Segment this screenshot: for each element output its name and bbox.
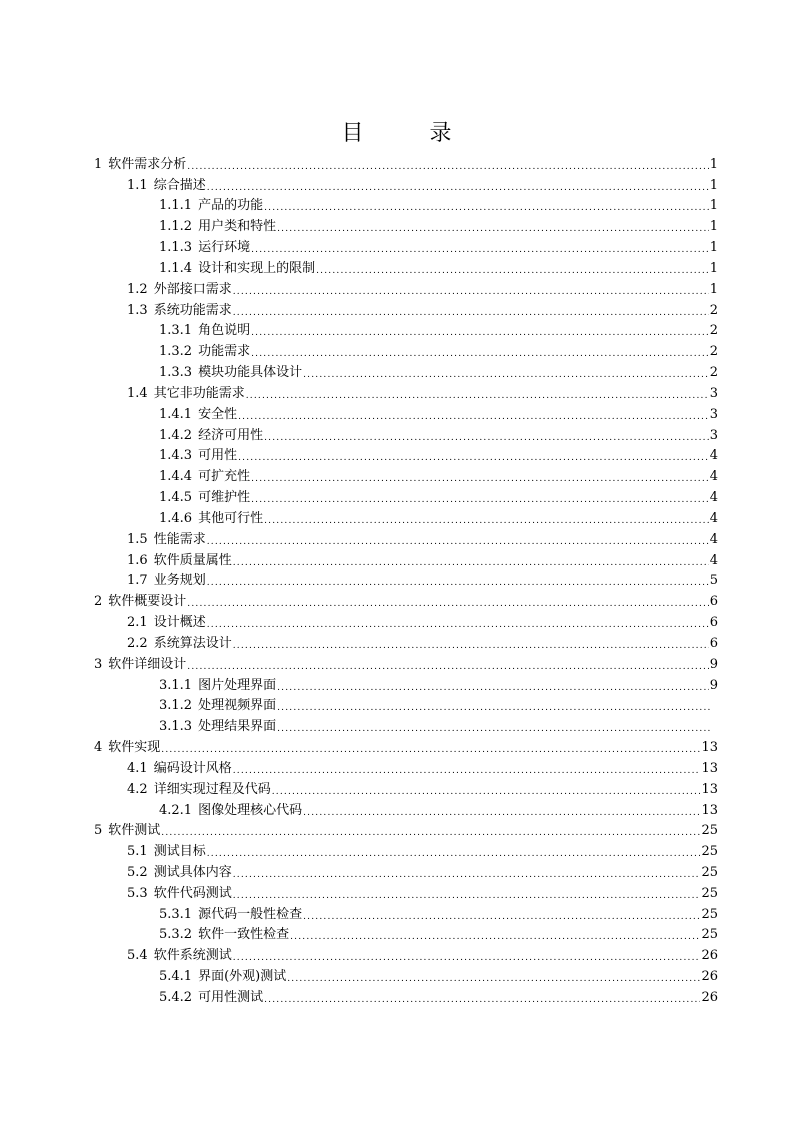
toc-entry[interactable]: [94, 736, 718, 757]
toc-entry-page: 13: [701, 740, 718, 756]
toc-dot-leader: [277, 701, 711, 715]
toc-entry-number: 1: [94, 156, 103, 172]
toc-entry-number: 1.6: [127, 552, 148, 568]
toc-entry[interactable]: [94, 299, 718, 320]
toc-entry-number: 5.2: [127, 864, 148, 880]
toc-entry[interactable]: [94, 382, 718, 403]
toc-entry-title: 角色说明: [198, 323, 251, 339]
toc-entry-number: 1.4.1: [159, 406, 193, 422]
toc-entry-page: 3: [709, 406, 718, 422]
toc-entry-page: 1: [709, 281, 718, 297]
toc-entry-title: 可用性: [198, 448, 238, 464]
toc-entry-title: 详细实现过程及代码: [153, 781, 271, 797]
toc-dot-leader: [316, 264, 709, 278]
toc-dot-leader: [233, 868, 701, 882]
toc-entry-title: 软件一致性检查: [198, 927, 290, 943]
toc-entry-title: 设计概述: [153, 615, 206, 631]
toc-entry-number: 1.1.4: [159, 260, 193, 276]
toc-dot-leader: [251, 493, 709, 507]
toc-dot-leader: [264, 993, 700, 1007]
toc-entry[interactable]: [94, 653, 718, 674]
toc-entry-title: 其他可行性: [198, 510, 264, 526]
toc-entry-number: 2.1: [127, 615, 148, 631]
toc-dot-leader: [207, 847, 701, 861]
toc-entry-page: 25: [701, 927, 718, 943]
toc-entry[interactable]: [94, 820, 718, 841]
toc-entry-page: 26: [701, 989, 718, 1005]
toc-entry-number: 4.2: [127, 781, 148, 797]
toc-dot-leader: [233, 639, 709, 653]
toc-entry-page: 26: [701, 948, 718, 964]
toc-dot-leader: [233, 556, 709, 570]
toc-dot-leader: [233, 285, 709, 299]
toc-entry-number: 3.1.2: [159, 698, 193, 714]
toc-entry-title: 业务规划: [153, 573, 206, 589]
toc-entry-number: 1.1: [127, 177, 148, 193]
toc-entry-number: 5.3.2: [159, 927, 193, 943]
toc-entry-number: 2: [94, 594, 103, 610]
toc-dot-leader: [264, 514, 709, 528]
toc-entry-title: 软件实现: [108, 740, 161, 756]
toc-entry-page: 1: [709, 156, 718, 172]
toc-entry-number: 1.1.1: [159, 198, 193, 214]
toc-entry-page: 4: [709, 490, 718, 506]
toc-dot-leader: [238, 410, 709, 424]
toc-dot-leader: [303, 910, 700, 924]
toc-dot-leader: [233, 306, 709, 320]
toc-entry-page: 2: [709, 302, 718, 318]
toc-entry-title: 软件代码测试: [153, 885, 232, 901]
toc-entry-page: 3: [709, 427, 718, 443]
toc-entry-page: 4: [709, 552, 718, 568]
toc-entry[interactable]: [94, 549, 718, 570]
toc-entry-title: 综合描述: [153, 177, 206, 193]
toc-entry-title: 处理视频界面: [198, 698, 277, 714]
toc-entry-page: 9: [709, 677, 718, 693]
toc-entry-number: 5.4.1: [159, 969, 193, 985]
toc-entry-page: 1: [709, 177, 718, 193]
toc-entry-page: 4: [709, 531, 718, 547]
toc-entry-number: 3.1.3: [159, 719, 193, 735]
toc-entry[interactable]: [94, 195, 718, 216]
toc-entry-title: 模块功能具体设计: [198, 365, 303, 381]
toc-dot-leader: [161, 826, 700, 840]
toc-entry-page: 6: [709, 635, 718, 651]
toc-entry[interactable]: [94, 320, 718, 341]
toc-entry-title: 软件质量属性: [153, 552, 232, 568]
toc-dot-leader: [233, 889, 701, 903]
toc-entry-title: 用户类和特性: [198, 219, 277, 235]
toc-entry-number: 1.3.3: [159, 365, 193, 381]
toc-dot-leader: [277, 681, 709, 695]
toc-entry[interactable]: [94, 486, 718, 507]
toc-entry-page: 6: [709, 594, 718, 610]
toc-dot-leader: [207, 618, 709, 632]
toc-entry-title: 图片处理界面: [198, 677, 277, 693]
toc-dot-leader: [207, 535, 709, 549]
toc-dot-leader: [187, 160, 708, 174]
table-of-contents: [94, 153, 718, 1007]
toc-entry-page: 1: [709, 198, 718, 214]
toc-entry[interactable]: [94, 799, 718, 820]
toc-entry[interactable]: [94, 590, 718, 611]
toc-entry-title: 外部接口需求: [153, 281, 232, 297]
toc-entry[interactable]: [94, 611, 718, 632]
toc-entry[interactable]: [94, 278, 718, 299]
toc-entry[interactable]: [94, 965, 718, 986]
toc-entry-number: 1.3: [127, 302, 148, 318]
toc-entry-title: 界面(外观)测试: [198, 969, 287, 985]
toc-entry[interactable]: [94, 215, 718, 236]
toc-entry-page: 13: [701, 802, 718, 818]
toc-dot-leader: [246, 389, 709, 403]
toc-entry-title: 测试具体内容: [153, 864, 232, 880]
toc-title: 目 录: [341, 121, 474, 146]
toc-entry[interactable]: [94, 986, 718, 1007]
toc-entry[interactable]: [94, 528, 718, 549]
toc-entry-page: 1: [709, 240, 718, 256]
toc-dot-leader: [238, 451, 709, 465]
toc-entry-page: 4: [709, 469, 718, 485]
toc-dot-leader: [233, 951, 701, 965]
toc-entry-number: 1.4.4: [159, 469, 193, 485]
toc-dot-leader: [161, 743, 700, 757]
toc-entry-number: 1.4.3: [159, 448, 193, 464]
toc-entry-page: 4: [709, 448, 718, 464]
toc-entry-title: 可用性测试: [198, 989, 264, 1005]
toc-entry-title: 软件详细设计: [108, 656, 187, 672]
toc-entry-number: 5.3: [127, 885, 148, 901]
toc-dot-leader: [251, 347, 709, 361]
toc-entry-page: 25: [701, 823, 718, 839]
toc-entry-number: 4: [94, 740, 103, 756]
toc-dot-leader: [187, 660, 708, 674]
toc-entry[interactable]: [94, 757, 718, 778]
toc-entry[interactable]: [94, 424, 718, 445]
toc-dot-leader: [251, 472, 709, 486]
toc-entry[interactable]: [94, 465, 718, 486]
toc-entry[interactable]: [94, 861, 718, 882]
toc-entry-title: 软件需求分析: [108, 156, 187, 172]
toc-entry[interactable]: [94, 924, 718, 945]
toc-dot-leader: [264, 431, 709, 445]
toc-dot-leader: [233, 764, 701, 778]
toc-entry-number: 1.1.2: [159, 219, 193, 235]
toc-entry-title: 编码设计风格: [153, 760, 232, 776]
toc-dot-leader: [277, 722, 711, 736]
toc-entry-title: 测试目标: [153, 844, 206, 860]
toc-dot-leader: [207, 181, 709, 195]
toc-entry-number: 4.1: [127, 760, 148, 776]
toc-entry[interactable]: [94, 174, 718, 195]
toc-entry-title: 其它非功能需求: [153, 385, 245, 401]
toc-entry-title: 源代码一般性检查: [198, 906, 303, 922]
toc-dot-leader: [303, 368, 709, 382]
toc-entry-number: 5.4: [127, 948, 148, 964]
toc-entry-number: 1.3.2: [159, 344, 193, 360]
toc-entry-number: 5.1: [127, 844, 148, 860]
toc-entry-title: 设计和实现上的限制: [198, 260, 316, 276]
toc-entry-number: 1.3.1: [159, 323, 193, 339]
toc-entry-number: 3: [94, 656, 103, 672]
toc-dot-leader: [277, 222, 709, 236]
toc-entry-page: 1: [709, 260, 718, 276]
toc-entry-page: 9: [709, 656, 718, 672]
toc-dot-leader: [264, 201, 709, 215]
toc-entry-page: 2: [709, 365, 718, 381]
toc-entry-page: 2: [709, 344, 718, 360]
toc-entry[interactable]: [94, 695, 718, 716]
toc-entry[interactable]: [94, 236, 718, 257]
toc-entry[interactable]: [94, 632, 718, 653]
toc-entry-page: 2: [709, 323, 718, 339]
toc-entry-title: 软件概要设计: [108, 594, 187, 610]
toc-entry[interactable]: [94, 882, 718, 903]
toc-entry[interactable]: [94, 403, 718, 424]
toc-entry[interactable]: [94, 903, 718, 924]
toc-entry-page: 25: [701, 906, 718, 922]
toc-dot-leader: [287, 972, 700, 986]
toc-entry-number: 1.2: [127, 281, 148, 297]
toc-entry-number: 1.4.6: [159, 510, 193, 526]
toc-entry-title: 系统功能需求: [153, 302, 232, 318]
toc-entry-title: 功能需求: [198, 344, 251, 360]
toc-entry-page: 1: [709, 219, 718, 235]
toc-entry-number: 2.2: [127, 635, 148, 651]
toc-entry-page: 13: [701, 760, 718, 776]
toc-entry-title: 软件系统测试: [153, 948, 232, 964]
toc-entry-title: 安全性: [198, 406, 238, 422]
toc-entry-number: 5.4.2: [159, 989, 193, 1005]
toc-entry-title: 性能需求: [153, 531, 206, 547]
toc-entry-page: 25: [701, 864, 718, 880]
toc-entry-number: 5: [94, 823, 103, 839]
toc-entry[interactable]: [94, 715, 718, 736]
toc-entry-number: 1.5: [127, 531, 148, 547]
toc-entry-page: 26: [701, 969, 718, 985]
toc-entry-page: 13: [701, 781, 718, 797]
toc-dot-leader: [207, 576, 709, 590]
toc-entry-page: 4: [709, 510, 718, 526]
toc-entry[interactable]: [94, 507, 718, 528]
toc-dot-leader: [303, 806, 700, 820]
toc-entry-page: 5: [709, 573, 718, 589]
toc-entry-title: 可扩充性: [198, 469, 251, 485]
toc-entry-number: 4.2.1: [159, 802, 193, 818]
toc-entry[interactable]: [94, 445, 718, 466]
toc-entry-number: 1.4.2: [159, 427, 193, 443]
toc-entry[interactable]: [94, 944, 718, 965]
toc-entry[interactable]: [94, 570, 718, 591]
toc-entry-page: 25: [701, 885, 718, 901]
toc-entry-number: 1.7: [127, 573, 148, 589]
toc-entry-title: 处理结果界面: [198, 719, 277, 735]
toc-entry-title: 运行环境: [198, 240, 251, 256]
toc-entry-title: 可维护性: [198, 490, 251, 506]
toc-entry-title: 经济可用性: [198, 427, 264, 443]
toc-entry[interactable]: [94, 674, 718, 695]
toc-entry[interactable]: [94, 840, 718, 861]
toc-entry-number: 1.1.3: [159, 240, 193, 256]
toc-entry[interactable]: [94, 153, 718, 174]
toc-entry-title: 产品的功能: [198, 198, 264, 214]
toc-entry-number: 3.1.1: [159, 677, 193, 693]
toc-dot-leader: [251, 243, 709, 257]
toc-entry-title: 系统算法设计: [153, 635, 232, 651]
toc-dot-leader: [290, 930, 700, 944]
toc-entry-number: 5.3.1: [159, 906, 193, 922]
toc-dot-leader: [187, 597, 708, 611]
toc-entry[interactable]: [94, 340, 718, 361]
toc-entry[interactable]: [94, 778, 718, 799]
toc-entry-page: 3: [709, 385, 718, 401]
toc-entry[interactable]: [94, 361, 718, 382]
toc-entry-page: 6: [709, 615, 718, 631]
toc-entry-title: 软件测试: [108, 823, 161, 839]
toc-dot-leader: [251, 326, 709, 340]
toc-entry-number: 1.4.5: [159, 490, 193, 506]
toc-entry[interactable]: [94, 257, 718, 278]
toc-entry-title: 图像处理核心代码: [198, 802, 303, 818]
toc-dot-leader: [272, 785, 701, 799]
toc-entry-page: 25: [701, 844, 718, 860]
toc-entry-number: 1.4: [127, 385, 148, 401]
